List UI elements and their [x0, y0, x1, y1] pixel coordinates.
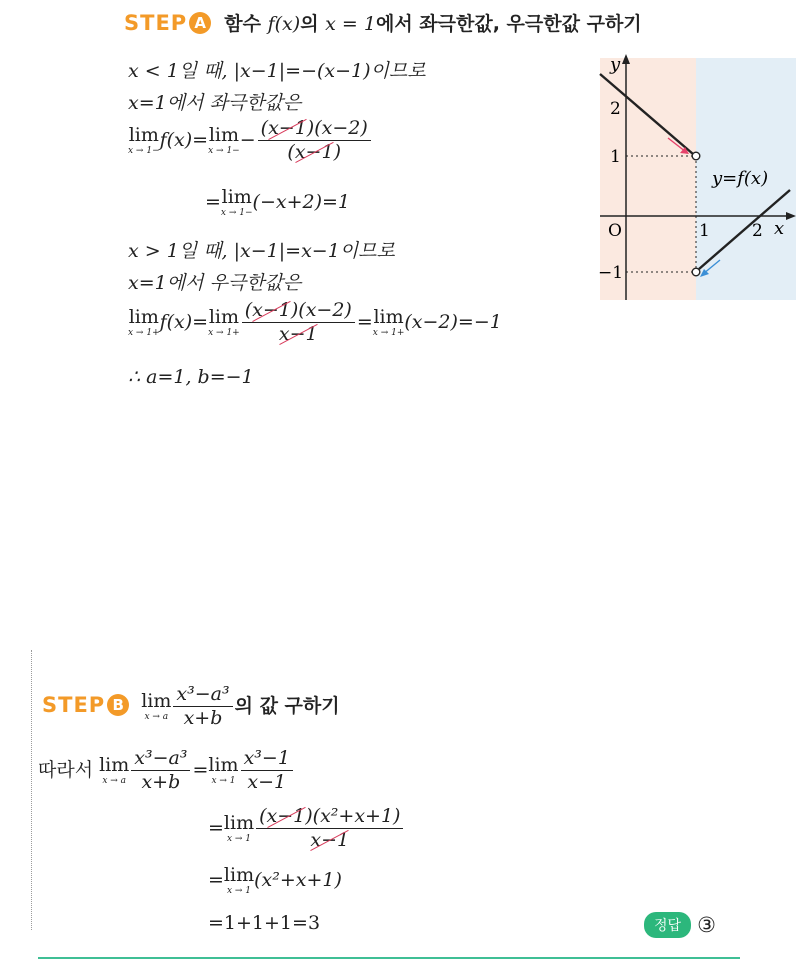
bottom-rule — [38, 957, 740, 959]
curve-label: y=f(x) — [712, 168, 769, 189]
step-a-heading — [124, 9, 642, 36]
step-a-line1: x < 1일 때, |x−1|=−(x−1)이므로 — [128, 60, 426, 82]
step-b-heading: STEP B lim x → a $\frac{\text{x³−a³}}{x+b}$ 의 값 구하기 — [42, 683, 340, 729]
tick-y2: 2 — [610, 99, 621, 119]
open-point-upper — [692, 152, 700, 160]
step-a-title-mid: 의 — [300, 13, 326, 35]
step-a-line2: x=1에서 좌극한값은 — [128, 92, 302, 114]
step-a-title-post: 에서 좌극한값, 우극한값 구하기 — [375, 13, 642, 35]
x-axis-label: x — [774, 218, 785, 239]
step-a-line4: x > 1일 때, |x−1|=x−1이므로 — [128, 240, 395, 262]
step-a-title-pre: 함수 — [224, 13, 268, 35]
step-a-badge: A — [189, 12, 211, 34]
step-b-title: 의 값 구하기 — [234, 694, 340, 717]
step-b-left-border — [31, 650, 32, 930]
y-axis-label: y — [610, 54, 621, 75]
tick-y1: 1 — [610, 147, 621, 167]
function-graph — [596, 54, 796, 304]
step-a-conclusion: ∴ a=1, b=−1 — [128, 366, 254, 388]
step-a-line5: x=1에서 우극한값은 — [128, 272, 302, 294]
step-b-badge: B — [107, 694, 129, 716]
step-b-label: STEP — [42, 692, 106, 717]
right-limit-expression: lim x → 1+ f(x)= lim x → 1+ $\frac{(x-1)(x-2)}{x-1}$ = lim x → 1+ (x−2)=−1 — [128, 299, 502, 345]
step-a-label: STEP — [124, 11, 188, 35]
step-a-title-fx: f(x) — [267, 13, 301, 35]
answer — [644, 912, 716, 938]
step-b-line1: 따라서 lim x → a $\frac{\text{x³−a³}}{x+b}$ = lim x → 1 $\frac{\text{x³−1}}{x-1}$ — [38, 748, 295, 794]
step-b-line2: = lim x → 1 $\frac{\text{(x−1)(x²+x+1)}}{x-1}$ — [208, 806, 405, 852]
left-limit-result: = lim x → 1− (−x+2)=1 — [205, 186, 351, 218]
step-a-title-x1: x = 1 — [325, 13, 376, 35]
tick-x1: 1 — [699, 221, 710, 241]
tick-x2: 2 — [752, 221, 763, 241]
answer-badge: 정답 — [644, 912, 691, 938]
open-point-lower — [692, 268, 700, 276]
left-limit-expression: lim x → 1− f(x)= lim x → 1− − $\frac{(x-1)(x-2)}{(x-1)}$ — [128, 118, 373, 164]
step-b-line4: =1+1+1=3 — [208, 912, 321, 934]
tick-ym1: −1 — [598, 263, 624, 283]
step-b-line3: = lim x → 1 (x²+x+1) — [208, 864, 342, 896]
answer-value: ③ — [697, 913, 716, 937]
origin-label: O — [608, 221, 622, 241]
